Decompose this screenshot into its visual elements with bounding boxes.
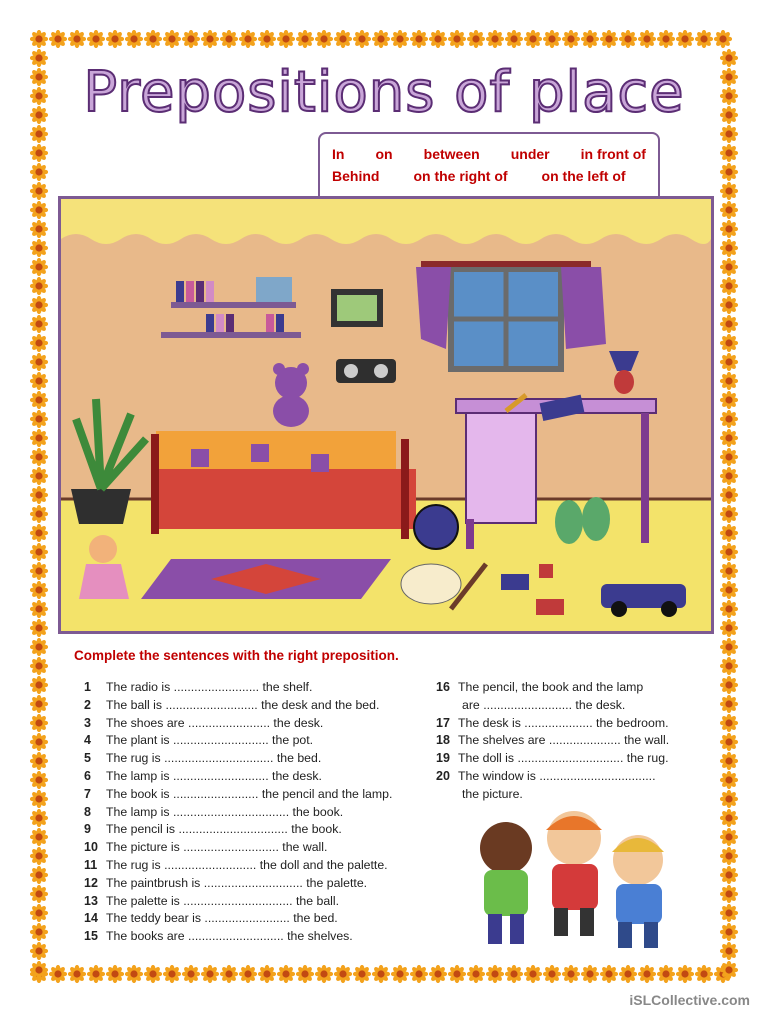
flower-icon	[201, 30, 219, 48]
flower-icon	[87, 30, 105, 48]
flower-icon	[30, 562, 48, 580]
flower-icon	[87, 965, 105, 983]
sentence-item	[84, 911, 338, 925]
flower-icon	[720, 125, 738, 143]
footer-watermark: iSLCollective.com	[629, 992, 750, 1008]
child-girl-icon	[480, 822, 532, 944]
flower-icon	[720, 505, 738, 523]
sentence-text: The shoes are ........................ the desk.	[106, 715, 324, 730]
flower-icon	[720, 714, 738, 732]
sentence-number: 5	[84, 751, 91, 766]
flower-icon	[720, 372, 738, 390]
sentence-number: 2	[84, 697, 91, 712]
flower-icon	[30, 752, 48, 770]
word-on-the-left-of: on the left of	[541, 168, 626, 184]
flower-icon	[30, 638, 48, 656]
flower-icon	[676, 965, 694, 983]
flower-icon	[720, 942, 738, 960]
flower-icon	[720, 258, 738, 276]
sentence-text: The pencil, the book and the lamp	[458, 680, 644, 694]
flower-icon	[30, 904, 48, 922]
flower-icon	[720, 866, 738, 884]
bedroom-scene-svg	[61, 199, 711, 631]
flower-icon	[720, 410, 738, 428]
sentence-text: The pencil is ................................ the book.	[106, 822, 342, 837]
flower-icon	[581, 965, 599, 983]
flower-icon	[30, 600, 48, 618]
flower-icon	[30, 277, 48, 295]
word-bank-box	[318, 132, 660, 206]
flower-icon	[638, 965, 656, 983]
word-bank-row-2	[332, 168, 646, 184]
flower-icon	[30, 410, 48, 428]
sentence-number: 19	[436, 751, 450, 766]
sentence-text: The book is ......................... the pencil and the lamp.	[106, 786, 393, 801]
flower-icon	[125, 30, 143, 48]
flower-icon	[30, 125, 48, 143]
children-reading-illustration	[466, 808, 681, 950]
flower-icon	[106, 965, 124, 983]
flower-icon	[720, 296, 738, 314]
bedroom-illustration	[58, 196, 714, 634]
sentence-item	[436, 716, 669, 730]
flower-icon	[720, 847, 738, 865]
sentence-item	[436, 769, 656, 783]
flower-icon	[163, 965, 181, 983]
ball-icon	[414, 505, 458, 549]
flower-icon	[600, 965, 618, 983]
flower-icon	[720, 600, 738, 618]
sentence-item	[84, 822, 342, 836]
flower-icon	[30, 30, 48, 48]
flower-icon	[720, 923, 738, 941]
flower-icon	[125, 965, 143, 983]
sentence-item	[84, 858, 388, 872]
flower-icon	[524, 965, 542, 983]
flower-icon	[30, 258, 48, 276]
sentence-item	[84, 876, 367, 890]
sentence-item	[84, 769, 322, 783]
flower-icon	[720, 144, 738, 162]
sentence-item	[84, 751, 321, 765]
sentence-text: The books are ............................ the shelves.	[106, 929, 353, 944]
flower-icon	[30, 296, 48, 314]
sentence-text: The rug is ................................ the bed.	[106, 751, 322, 766]
sentence-text: The window is ..................................	[458, 769, 656, 783]
sentence-item	[84, 894, 339, 908]
sentence-number: 10	[84, 840, 98, 855]
flower-icon	[30, 524, 48, 542]
flower-icon	[676, 30, 694, 48]
sentence-number: 9	[84, 822, 91, 837]
flower-icon	[30, 334, 48, 352]
flower-icon	[714, 30, 732, 48]
flower-icon	[720, 182, 738, 200]
sentence-text: The palette is ................................ the ball.	[106, 893, 340, 908]
flower-icon	[30, 695, 48, 713]
flower-icon	[720, 353, 738, 371]
flower-icon	[182, 30, 200, 48]
picture-frame-icon	[331, 289, 383, 327]
flower-icon	[277, 965, 295, 983]
flower-icon	[720, 163, 738, 181]
sentence-item	[84, 929, 353, 943]
flower-icon	[353, 965, 371, 983]
page-title: Prepositions of place	[83, 60, 685, 125]
flower-icon	[30, 505, 48, 523]
sentence-text: The desk is .................... the bedroom.	[458, 715, 669, 730]
sentence-item	[84, 805, 343, 819]
flower-icon	[372, 30, 390, 48]
flower-icon	[30, 543, 48, 561]
flower-icon	[720, 695, 738, 713]
flower-icon	[30, 581, 48, 599]
sentence-number: 15	[84, 929, 98, 944]
flower-icon	[657, 965, 675, 983]
flower-icon	[720, 467, 738, 485]
flower-icon	[720, 315, 738, 333]
flower-icon	[720, 524, 738, 542]
flower-icon	[258, 965, 276, 983]
flower-icon	[448, 30, 466, 48]
flower-icon	[581, 30, 599, 48]
flower-icon	[30, 220, 48, 238]
sentence-text: The plant is ............................ the pot.	[106, 733, 314, 748]
radio-icon	[336, 359, 396, 383]
flower-icon	[720, 448, 738, 466]
flower-icon	[543, 30, 561, 48]
sentence-item	[436, 751, 669, 765]
flower-icon	[277, 30, 295, 48]
sentence-item	[84, 716, 323, 730]
flower-icon	[410, 965, 428, 983]
sentence-number: 18	[436, 733, 450, 748]
flower-icon	[720, 828, 738, 846]
flower-icon	[30, 828, 48, 846]
flower-icon	[220, 30, 238, 48]
flower-icon	[720, 771, 738, 789]
flower-icon	[657, 30, 675, 48]
flower-icon	[638, 30, 656, 48]
flower-icon	[144, 965, 162, 983]
flower-icon	[334, 965, 352, 983]
word-on: on	[375, 146, 393, 162]
flower-icon	[30, 790, 48, 808]
word-between: between	[423, 146, 480, 162]
sentence-text: The rug is ........................... the doll and the palette.	[106, 858, 388, 872]
flower-icon	[30, 714, 48, 732]
sentence-text: The paintbrush is ............................. the palette.	[106, 875, 368, 890]
sentence-item	[84, 680, 312, 694]
sentence-number: 20	[436, 769, 450, 783]
flower-icon	[720, 277, 738, 295]
sentence-item	[84, 698, 379, 712]
flower-icon	[467, 965, 485, 983]
flower-icon	[695, 965, 713, 983]
flower-icon	[486, 965, 504, 983]
flower-icon	[720, 391, 738, 409]
flower-icon	[720, 334, 738, 352]
sentence-text: The lamp is ............................ the desk.	[106, 769, 322, 783]
sentence-item	[436, 680, 643, 694]
flower-icon	[720, 486, 738, 504]
rug-icon	[141, 559, 391, 599]
sentence-text: The shelves are ..................... the wall.	[458, 733, 670, 748]
flower-icon	[239, 965, 257, 983]
flower-icon	[334, 30, 352, 48]
flower-icon	[391, 30, 409, 48]
sentence-number: 17	[436, 715, 450, 730]
flower-icon	[30, 448, 48, 466]
sentence-text: The lamp is .................................. the book.	[106, 804, 344, 819]
sentence-number: 16	[436, 680, 450, 694]
flower-icon	[30, 467, 48, 485]
flower-icon	[486, 30, 504, 48]
flower-icon	[30, 239, 48, 257]
flower-icon	[30, 315, 48, 333]
flower-icon	[30, 429, 48, 447]
sentence-continuation: the picture.	[462, 786, 523, 801]
sentence-number: 14	[84, 911, 98, 926]
sentence-number: 8	[84, 804, 91, 819]
flower-icon	[429, 965, 447, 983]
left-curtain-icon	[416, 267, 451, 349]
flower-icon	[429, 30, 447, 48]
flower-icon	[68, 965, 86, 983]
flower-icon	[720, 220, 738, 238]
flower-icon	[720, 239, 738, 257]
flower-icon	[720, 790, 738, 808]
flower-icon	[720, 676, 738, 694]
flower-icon	[720, 885, 738, 903]
flower-icon	[30, 182, 48, 200]
right-curtain-icon	[561, 267, 606, 349]
flower-icon	[220, 965, 238, 983]
sentence-item	[84, 840, 327, 854]
word-in: In	[332, 146, 345, 162]
flower-icon	[30, 201, 48, 219]
flower-icon	[30, 733, 48, 751]
flower-icon	[106, 30, 124, 48]
word-on-the-right-of: on the right of	[413, 168, 508, 184]
flower-icon	[30, 163, 48, 181]
sentence-number: 13	[84, 893, 98, 908]
sentence-number: 3	[84, 715, 91, 730]
sentence-continuation: are .......................... the desk.	[462, 697, 626, 712]
bed-icon	[151, 431, 416, 539]
flower-icon	[467, 30, 485, 48]
flower-icon	[619, 30, 637, 48]
flower-icon	[30, 885, 48, 903]
sentence-number: 7	[84, 786, 91, 801]
instruction-text: Complete the sentences with the right preposition.	[74, 648, 399, 663]
sentence-item	[84, 787, 392, 801]
flower-icon	[720, 904, 738, 922]
flower-icon	[258, 30, 276, 48]
flower-icon	[30, 771, 48, 789]
flower-icon	[30, 866, 48, 884]
sentence-number: 11	[84, 858, 98, 872]
flower-icon	[30, 961, 48, 979]
flower-icon	[239, 30, 257, 48]
flower-icon	[30, 144, 48, 162]
flower-icon	[49, 965, 67, 983]
sentence-number: 6	[84, 769, 91, 783]
flower-icon	[410, 30, 428, 48]
flower-icon	[30, 809, 48, 827]
flower-icon	[720, 581, 738, 599]
sentence-text: The teddy bear is ......................... the bed.	[106, 911, 338, 926]
sentence-text: The ball is ........................... the desk and the bed.	[106, 697, 380, 712]
flower-icon	[182, 965, 200, 983]
palette-icon	[401, 564, 461, 604]
flower-icon	[720, 961, 738, 979]
flower-icon	[720, 638, 738, 656]
flower-icon	[30, 391, 48, 409]
flower-icon	[543, 965, 561, 983]
flower-icon	[720, 752, 738, 770]
flower-icon	[600, 30, 618, 48]
sentence-item	[436, 733, 669, 747]
flower-icon	[30, 847, 48, 865]
word-bank-row-1	[332, 146, 646, 162]
child-boy-blond-icon	[612, 835, 664, 948]
flower-icon	[505, 965, 523, 983]
flower-icon	[163, 30, 181, 48]
flower-icon	[30, 372, 48, 390]
flower-icon	[68, 30, 86, 48]
flower-icon	[720, 543, 738, 561]
flower-icon	[720, 201, 738, 219]
flower-icon	[353, 30, 371, 48]
flower-icon	[30, 353, 48, 371]
flower-icon	[296, 30, 314, 48]
flower-icon	[315, 965, 333, 983]
sentence-item	[84, 733, 313, 747]
sentence-text: The radio is ......................... the shelf.	[106, 680, 313, 694]
flower-icon	[562, 965, 580, 983]
flower-icon	[372, 965, 390, 983]
flower-icon	[524, 30, 542, 48]
flower-icon	[296, 965, 314, 983]
flower-icon	[30, 676, 48, 694]
flower-icon	[30, 619, 48, 637]
flower-icon	[315, 30, 333, 48]
word-in-front-of: in front of	[580, 146, 646, 162]
flower-icon	[619, 965, 637, 983]
child-boy-red-hair-icon	[546, 811, 602, 936]
flower-icon	[201, 965, 219, 983]
flower-icon	[391, 965, 409, 983]
flower-icon	[562, 30, 580, 48]
flower-icon	[720, 809, 738, 827]
flower-icon	[448, 965, 466, 983]
sentence-text: The doll is ............................... the rug.	[458, 751, 669, 766]
flower-icon	[30, 486, 48, 504]
flower-icon	[720, 733, 738, 751]
flower-icon	[49, 30, 67, 48]
flower-icon	[144, 30, 162, 48]
flower-icon	[720, 429, 738, 447]
sentence-text: The picture is ............................ the wall.	[106, 840, 328, 855]
sentence-number: 12	[84, 875, 98, 890]
flower-icon	[695, 30, 713, 48]
sentence-number: 1	[84, 680, 91, 694]
flower-icon	[505, 30, 523, 48]
word-under: under	[510, 146, 550, 162]
word-behind: Behind	[332, 168, 380, 184]
flower-icon	[30, 657, 48, 675]
flower-icon	[720, 657, 738, 675]
flower-icon	[30, 942, 48, 960]
sentence-number: 4	[84, 733, 91, 748]
flower-icon	[720, 562, 738, 580]
flower-icon	[30, 923, 48, 941]
flower-icon	[720, 619, 738, 637]
